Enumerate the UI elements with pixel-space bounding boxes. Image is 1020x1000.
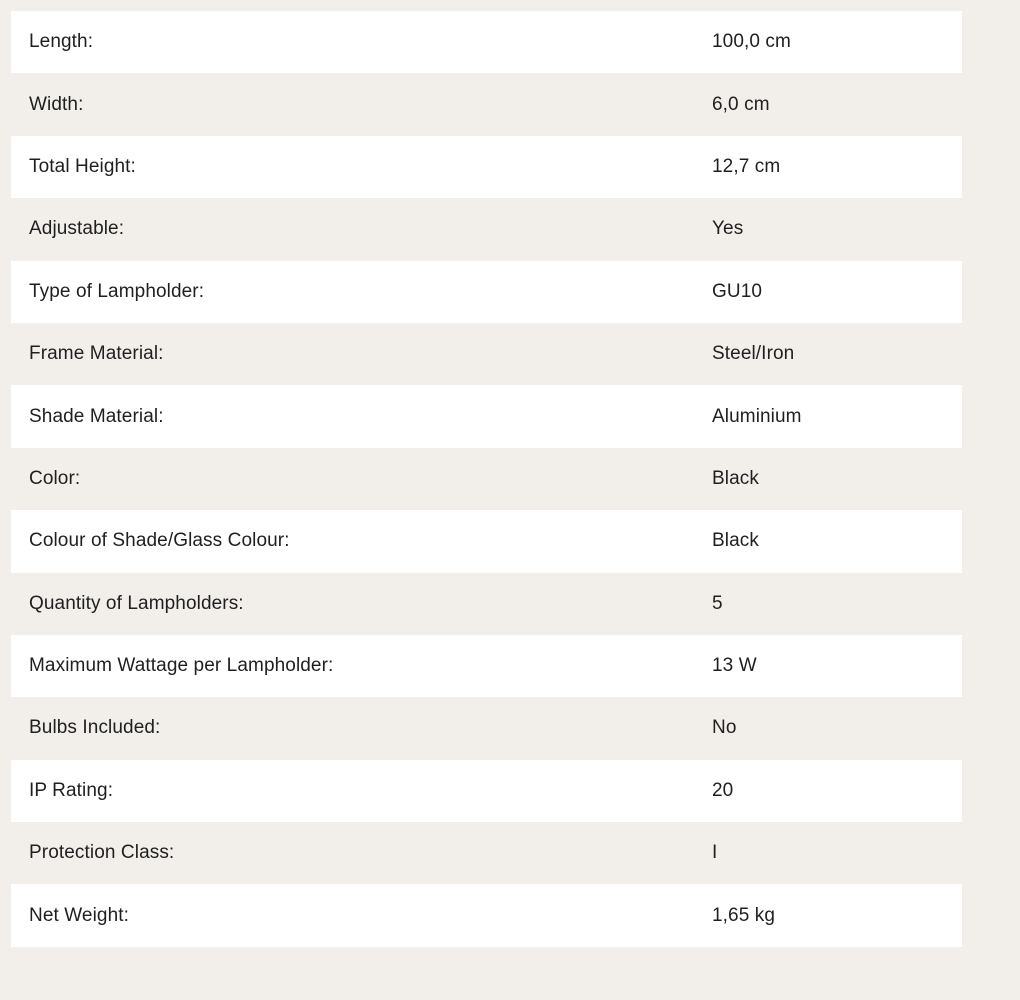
spec-label: Width:: [29, 93, 84, 115]
spec-label: Quantity of Lampholders:: [29, 592, 244, 614]
spec-label: Total Height:: [29, 155, 136, 177]
spec-label: Adjustable:: [29, 218, 125, 240]
spec-label: Color:: [29, 467, 81, 489]
spec-row-frame-material: [11, 323, 962, 385]
spec-value: 5: [712, 592, 723, 614]
spec-row-shade-material: [11, 385, 962, 447]
spec-value: GU10: [712, 280, 763, 302]
spec-value: 1,65 kg: [712, 904, 776, 926]
spec-row-net-weight: [11, 884, 962, 946]
spec-value: Aluminium: [712, 405, 802, 427]
spec-label: Maximum Wattage per Lampholder:: [29, 655, 334, 677]
spec-label: Protection Class:: [29, 842, 175, 864]
spec-value: Black: [712, 467, 759, 489]
spec-row-ip-rating: [11, 760, 962, 822]
spec-label: Frame Material:: [29, 343, 164, 365]
spec-label: Net Weight:: [29, 904, 130, 926]
spec-value: Yes: [712, 218, 744, 240]
spec-value: 20: [712, 779, 734, 801]
spec-row-bulbs-included: [11, 697, 962, 759]
spec-row-protection-class: [11, 822, 962, 884]
spec-value: 12,7 cm: [712, 155, 781, 177]
spec-value: No: [712, 717, 737, 739]
spec-row-adjustable: [11, 198, 962, 260]
spec-label: Type of Lampholder:: [29, 280, 205, 302]
spec-value: I: [712, 842, 718, 864]
spec-label: Colour of Shade/Glass Colour:: [29, 530, 290, 552]
spec-label: Bulbs Included:: [29, 717, 161, 739]
spec-value: 13 W: [712, 655, 757, 677]
spec-row-lampholder-quantity: [11, 573, 962, 635]
spec-value: Black: [712, 530, 759, 552]
spec-row-lampholder-type: [11, 261, 962, 323]
spec-row-length: [11, 11, 962, 73]
spec-label: Length:: [29, 31, 94, 53]
spec-row-total-height: [11, 136, 962, 198]
spec-label: IP Rating:: [29, 779, 114, 801]
spec-value: 6,0 cm: [712, 93, 770, 115]
specifications-table: [11, 11, 962, 947]
spec-row-max-wattage: [11, 635, 962, 697]
spec-row-color: [11, 448, 962, 510]
spec-row-width: [11, 73, 962, 135]
spec-label: Shade Material:: [29, 405, 164, 427]
spec-value: Steel/Iron: [712, 343, 795, 365]
spec-row-shade-colour: [11, 510, 962, 572]
spec-value: 100,0 cm: [712, 31, 791, 53]
